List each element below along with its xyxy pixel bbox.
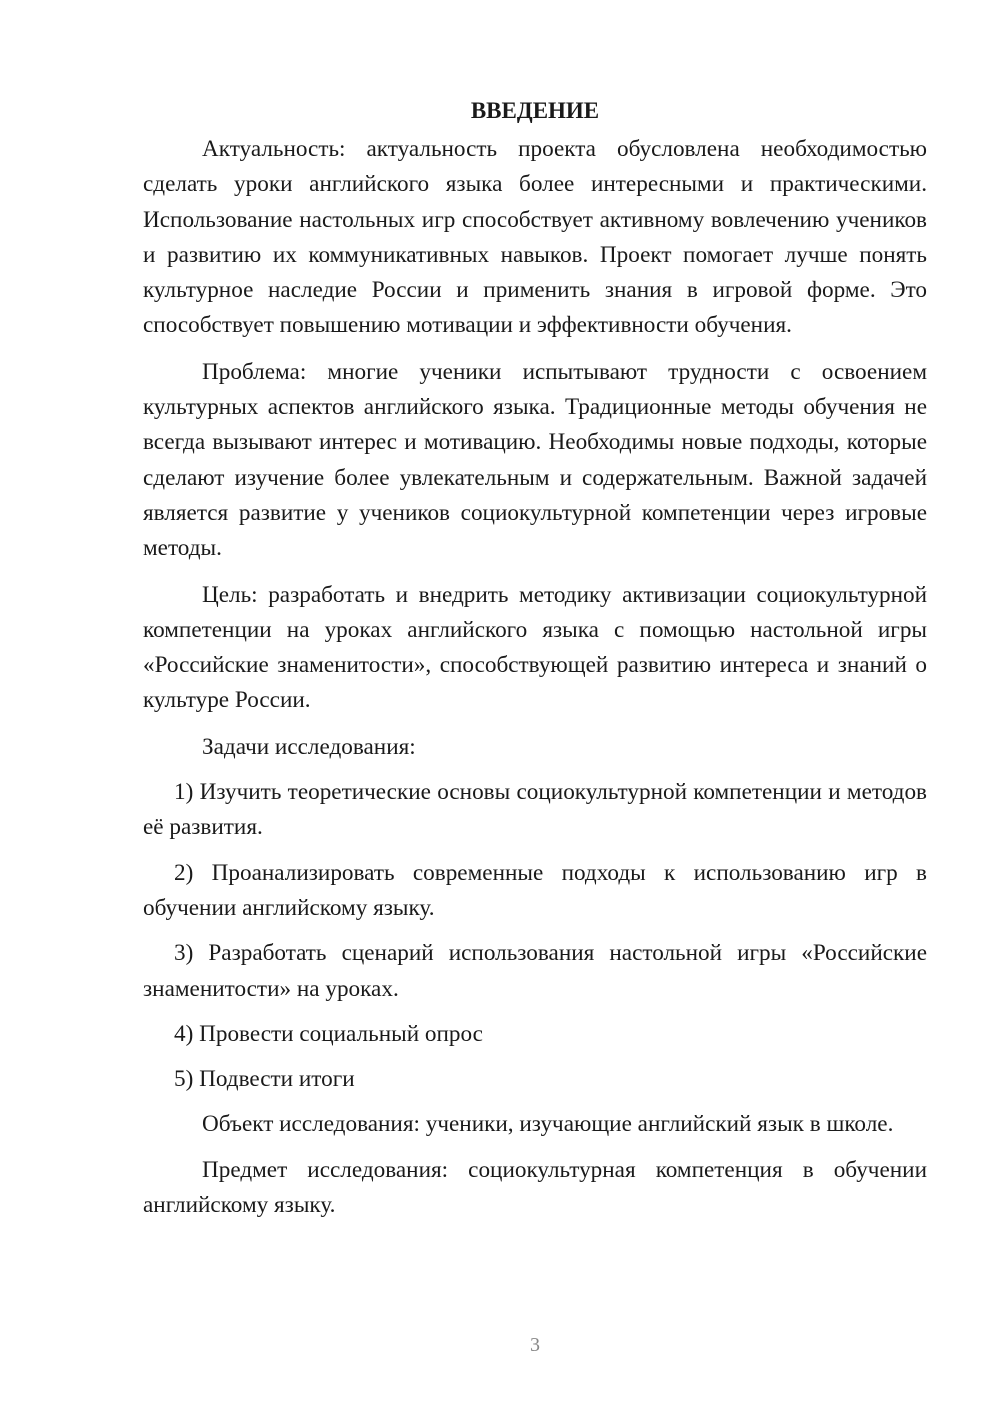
task-item-1: 1) Изучить теоретические основы социокультурной компетенции и методов её развития. bbox=[143, 779, 927, 841]
task-item-2: 2) Проанализировать современные подходы к использованию игр в обучении английскому языку. bbox=[143, 859, 927, 921]
object-paragraph: Объект исследования: ученики, изучающие английский язык в школе. bbox=[202, 1111, 894, 1138]
page-content bbox=[143, 96, 927, 1223]
subject-paragraph: Предмет исследования: социокультурная компетенция в обучении английскому языку. bbox=[143, 1156, 927, 1219]
task-item-3: 3) Разработать сценарий использования настольной игры «Российские знаменитости» на уроках. bbox=[143, 940, 927, 1002]
tasks-title: Задачи исследования: bbox=[202, 733, 416, 760]
goal-paragraph: Цель: разработать и внедрить методику активизации социокультурной компетенции на уроках английского языка с помощью настольной игры «Российские знаменитости», способствующей развитию интереса и знаний о культуре России. bbox=[143, 581, 927, 714]
problem-paragraph: Проблема: многие ученики испытывают трудности с освоением культурных аспектов английского языка. Традиционные методы обучения не всегда вызывают интерес и мотивацию. Необходимы новые подходы, которые сделают изучение более увлекательным и содержательным. Важной задачей является развитие у учеников социокультурной компетенции через игровые методы. bbox=[143, 358, 927, 562]
relevance-paragraph: Актуальность: актуальность проекта обусловлена необходимостью сделать уроки английского языка более интересными и практическими. Использование настольных игр способствует активному вовлечению учеников и развитию их коммуникативных навыков. Проект помогает лучше понять культурное наследие России и применить знания в игровой форме. Это способствует повышению мотивации и эффективности обучения. bbox=[143, 136, 927, 339]
task-item-4: 4) Провести социальный опрос bbox=[174, 1020, 483, 1047]
page-number: 3 bbox=[530, 1334, 540, 1356]
section-heading: ВВЕДЕНИЕ bbox=[470, 98, 600, 123]
task-item-5: 5) Подвести итоги bbox=[174, 1066, 355, 1093]
